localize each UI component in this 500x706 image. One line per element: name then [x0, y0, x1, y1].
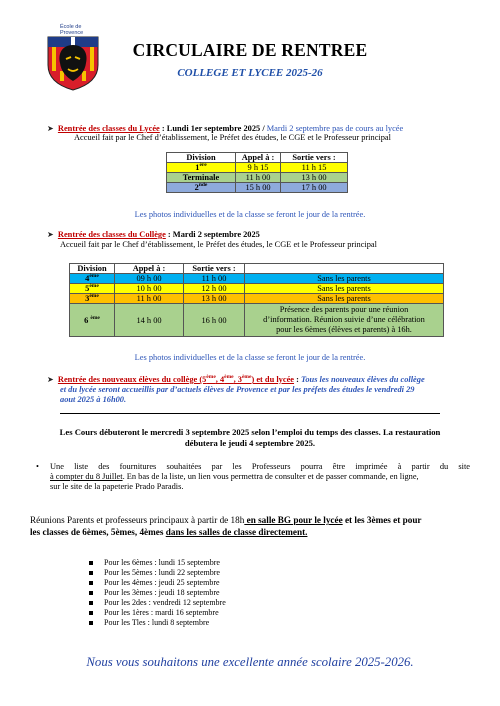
table-row: 5ème 10 h 00 12 h 00 Sans les parents — [70, 284, 444, 294]
nouveaux-line2: et du lycée seront accueillis par d’actuels élèves de Provence et par les préfets des études le vendredi 29 — [60, 385, 415, 394]
reunions-schedule-list — [104, 558, 226, 628]
table-header: Sortie vers : — [281, 153, 348, 163]
cours-line2: débutera le jeudi 4 septembre 2025. — [184, 438, 316, 448]
college-heading-line — [47, 230, 260, 240]
cours-line1: Les Cours débuteront le mercredi 3 septembre 2025 selon l’emploi du temps des classes. La restauration — [59, 427, 441, 437]
table-header: Sortie vers : — [184, 264, 245, 274]
table-row: Terminale 11 h 00 13 h 00 — [167, 173, 348, 183]
reunions-line2: les classes de 6èmes, 5èmes, 4èmes dans les salles de classe directement. — [30, 527, 308, 537]
reunions-line1: Réunions Parents et professeurs principaux à partir de 18h en salle BG pour le lycée et les 3èmes et pour — [30, 515, 422, 525]
lycee-table — [166, 152, 348, 193]
college-welcome: Accueil fait par le Chef d’établissement, le Préfet des études, le CGE et le Professeur principal — [60, 240, 377, 249]
table-header: Division — [70, 264, 115, 274]
page-subtitle: COLLEGE ET LYCEE 2025-26 — [177, 67, 323, 79]
table-row: 3ème 11 h 00 13 h 00 Sans les parents — [70, 294, 444, 304]
page-title: CIRCULAIRE DE RENTREE — [132, 40, 368, 60]
table-header: Division — [167, 153, 236, 163]
lycee-heading-line: ➤ Rentrée des classes du Lycée : Lundi 1er septembre 2025 / Mardi 2 septembre pas de cours au lycée — [47, 124, 404, 133]
logo-text: École de Provence — [60, 24, 84, 36]
table-header — [245, 264, 444, 274]
nouveaux-heading: Rentrée des nouveaux élèves du collège (5ème, 4ème, 3ème) et du lycée — [57, 374, 295, 384]
lycee-date: Lundi 1er septembre 2025 — [166, 124, 261, 133]
table-row: 6 $^{ème}$ 14 h 00 16 h 00 Présence des parents pour une réunion d’information. Réunion suivie d’une célébration pour les 6èmes (élèves et parents) à 16h. — [70, 304, 444, 337]
lycee-date-extra: Mardi 2 septembre pas de cours au lycée — [266, 124, 404, 133]
fournitures-line1: Une liste des fournitures souhaitées par les Professeurs pourra être imprimée à partir du site — [50, 462, 470, 471]
lycee-photos-note: Les photos individuelles et de la classe se feront le jour de la rentrée. — [134, 210, 366, 219]
college-table — [69, 263, 444, 337]
list-item: Pour les 3èmes : jeudi 18 septembre — [104, 588, 226, 598]
closing-message: Nous vous souhaitons une excellente année scolaire 2025-2026. — [86, 655, 414, 669]
list-item: Pour les Tles : lundi 8 septembre — [104, 618, 226, 628]
list-item: Pour les 6èmes : lundi 15 septembre — [104, 558, 226, 568]
table-header: Appel à : — [236, 153, 281, 163]
list-item: Pour les 1ères : mardi 16 septembre — [104, 608, 226, 618]
table-header: Appel à : — [115, 264, 184, 274]
divider — [60, 413, 440, 414]
college-date: : Mardi 2 septembre 2025 — [165, 230, 260, 239]
list-item: Pour les 5èmes : lundi 22 septembre — [104, 568, 226, 578]
table-row: 4ème 09 h 00 11 h 00 Sans les parents — [70, 274, 444, 284]
arrow-bullet-icon: ➤ — [47, 124, 54, 133]
table-row: 2nde 15 h 00 17 h 00 — [167, 183, 348, 193]
college-photos-note: Les photos individuelles et de la classe se feront le jour de la rentrée. — [134, 353, 366, 362]
college-heading: Rentrée des classes du Collège — [57, 230, 166, 239]
table-row: 1ère 9 h 15 11 h 15 — [167, 163, 348, 173]
fournitures-line3: sur le site de la papeterie Prado Paradis. — [50, 482, 184, 491]
nouveaux-line3: aout 2025 à 16h00. — [60, 395, 127, 404]
arrow-bullet-icon: ➤ — [47, 375, 54, 384]
list-item: Pour les 2des : vendredi 12 septembre — [104, 598, 226, 608]
list-item: Pour les 4èmes : jeudi 25 septembre — [104, 578, 226, 588]
nouveaux-heading-line: ➤ Rentrée des nouveaux élèves du collège (5ème, 4ème, 3ème) et du lycée : Tous les nouveaux élèves du collège — [47, 374, 425, 384]
lycee-welcome: Accueil fait par le Chef d’établissement, le Préfet des études, le CGE et le Professeur principal — [74, 133, 391, 142]
fournitures-line2: à compter du 8 Juillet. En bas de la liste, un lien vous permettra de consulter et de passer commande, en ligne, — [50, 472, 419, 481]
fournitures-bullet: • — [36, 462, 39, 471]
arrow-bullet-icon: ➤ — [47, 230, 54, 239]
lycee-heading: Rentrée des classes du Lycée — [57, 124, 160, 133]
